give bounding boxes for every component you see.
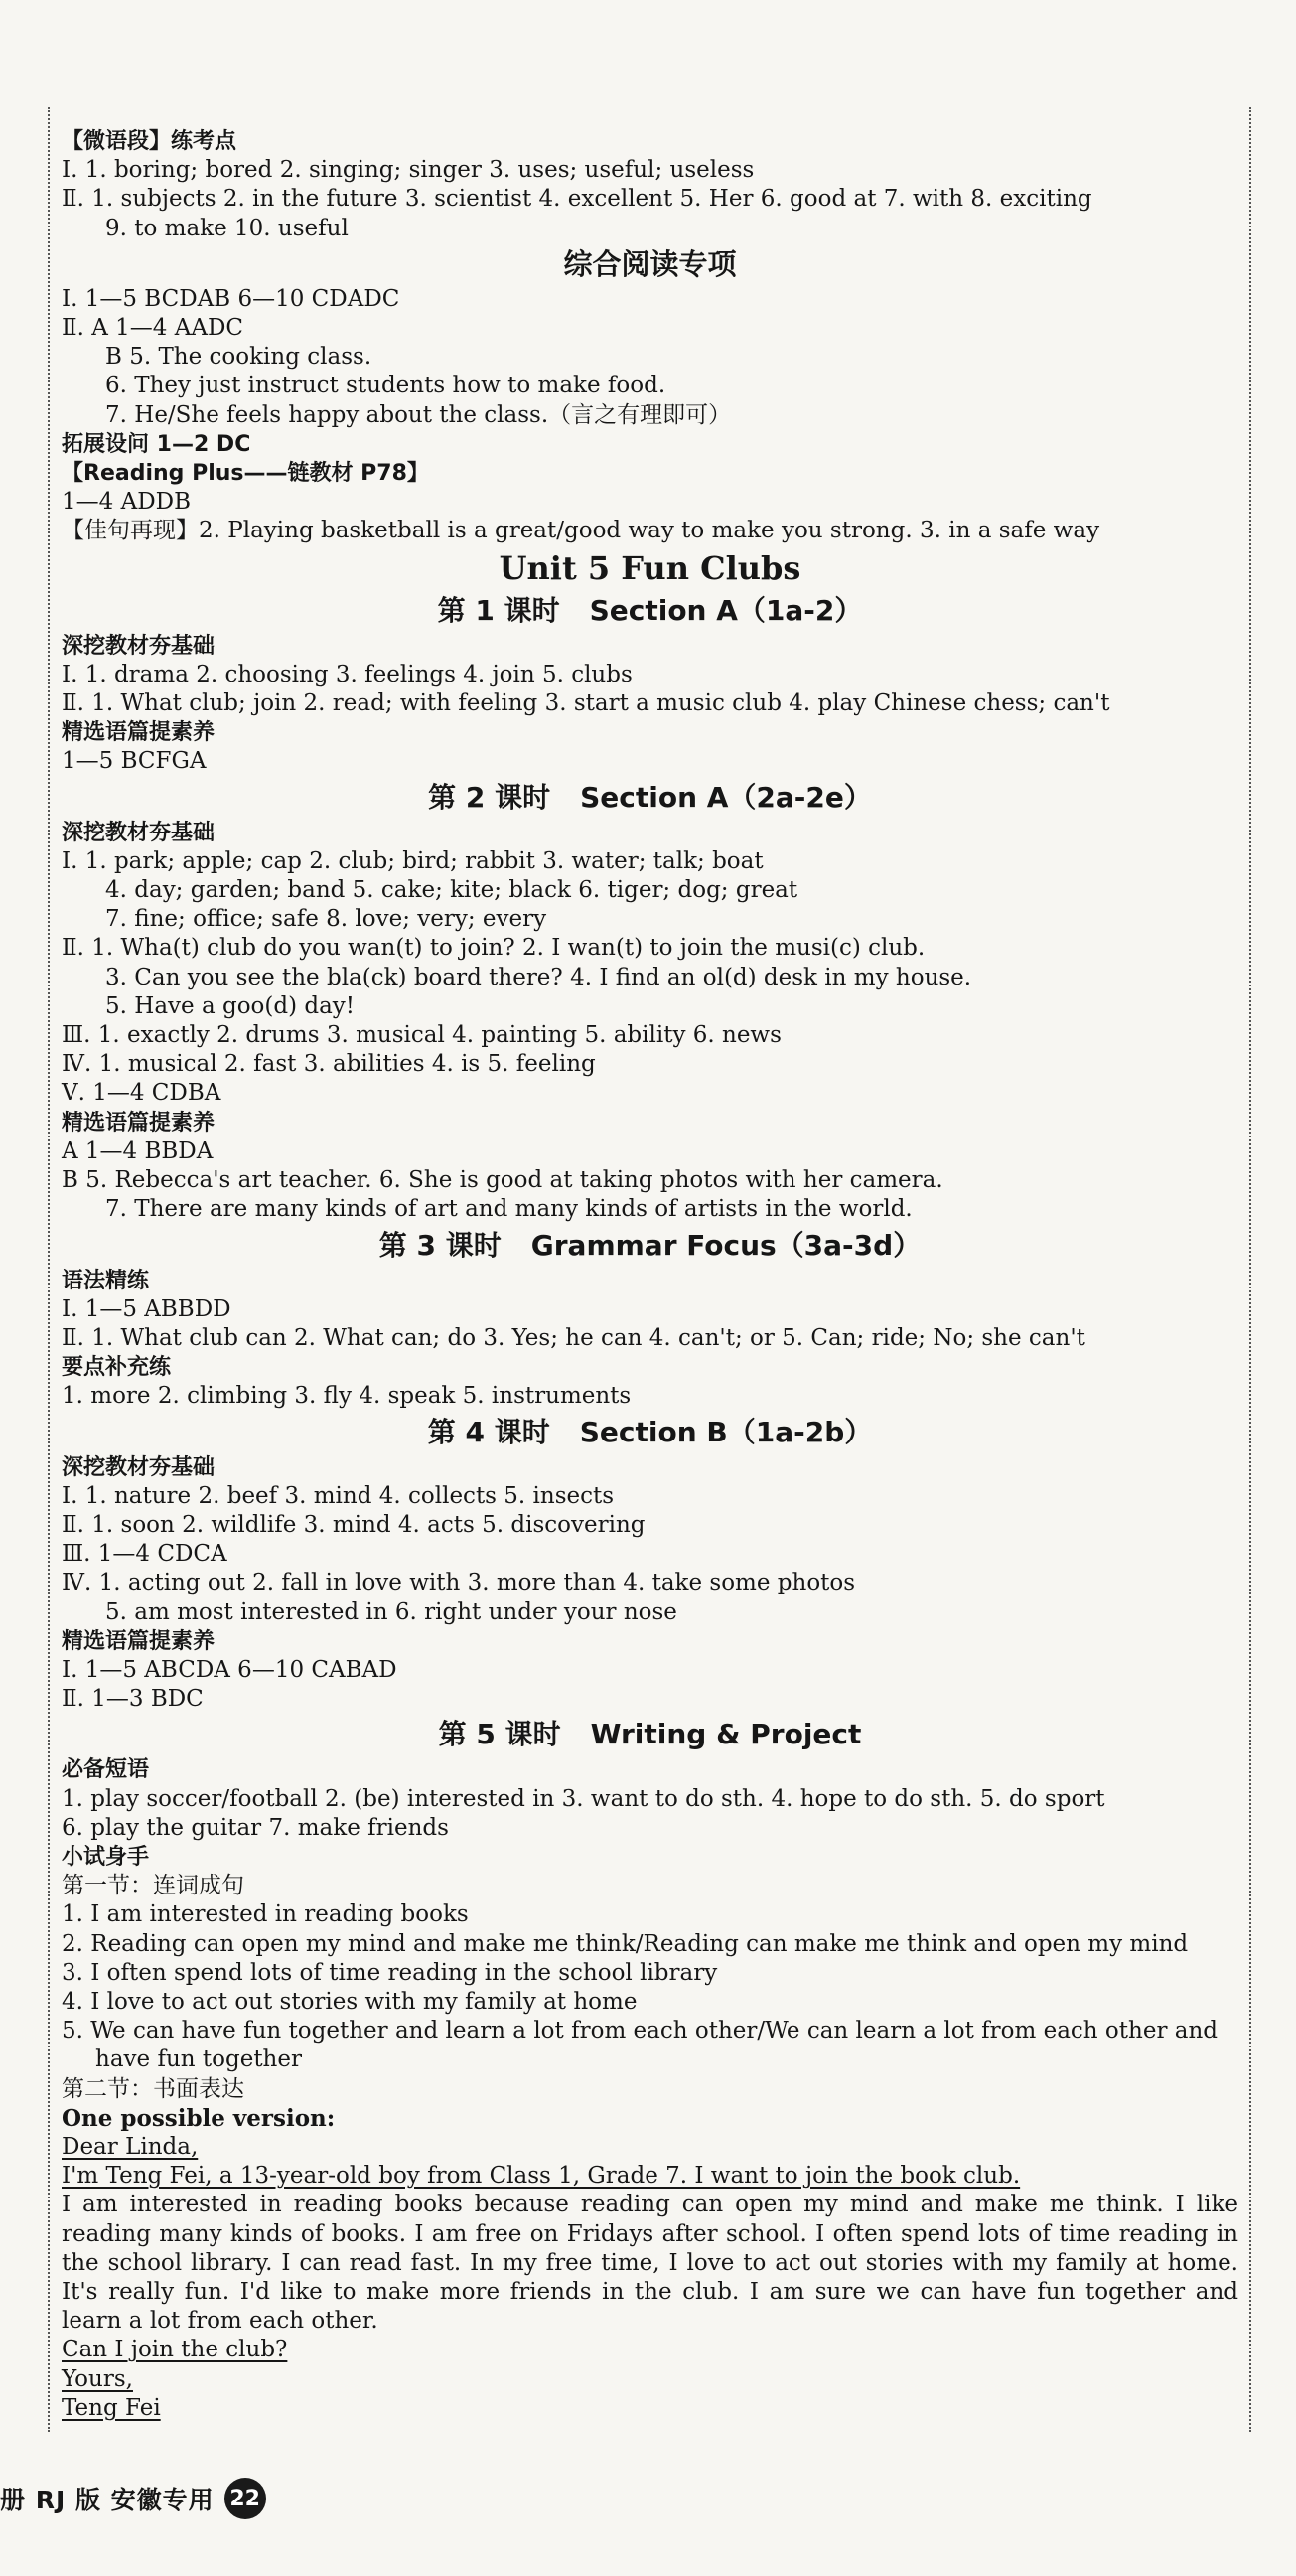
answer-line: Ⅰ. 1. boring; bored 2. singing; singer 3. uses; useful; useless [62,157,755,184]
answer-line: Ⅱ. 1. Wha(t) club do you wan(t) to join? 2. I wan(t) to join the musi(c) club. [62,935,926,962]
answer-key-content [62,127,1238,2423]
lesson-title [62,590,1238,632]
letter-line [62,2365,1238,2394]
answer-line: Ⅳ. 1. musical 2. fast 3. abilities 4. is 5. feeling [62,1051,596,1078]
letter-line [62,2162,1238,2191]
answer-line: 5. Have a goo(d) day! [105,992,356,1019]
answer-line: 7. He/She feels happy about the class.（言之有理即可） [105,401,732,428]
lesson-title [62,1412,1238,1453]
answer-line: 【佳句再现】2. Playing basketball is a great/good way to make you strong. 3. in a safe way [62,518,1100,544]
answer-line: Ⅰ. 1—5 ABBDD [62,1295,231,1322]
lesson-section: Grammar Focus（3a-3d） [530,1228,922,1262]
answer-line: Ⅱ. A 1—4 AADC [62,315,244,342]
answer-line: A 1—4 BBDA [62,1137,214,1164]
letter-text: Dear Linda, [62,2133,199,2160]
section-heading: 【微语段】练考点 [62,129,237,154]
section-heading: 深挖教材夯基础 [62,633,216,659]
answer-line: Ⅲ. 1—4 CDCA [62,1541,227,1568]
lesson-title [62,1714,1238,1755]
answer-line: 1. play soccer/football 2. (be) interested in 3. want to do sth. 4. hope to do sth. 5. do sport [62,1785,1105,1812]
letter-text: I'm Teng Fei, a 13-year-old boy from Class 1, Grade 7. I want to join the book club. [62,2163,1021,2190]
answer-line: Ⅴ. 1—4 CDBA [62,1080,221,1107]
answer-line: Ⅲ. 1. exactly 2. drums 3. musical 4. painting 5. ability 6. news [62,1022,782,1049]
lesson-section: Section A（2a-2e） [580,780,872,814]
page-number-badge: 22 [224,2478,266,2519]
lesson-number: 第 3 课时 [378,1228,502,1262]
answer-line: 5. We can have fun together and learn a lot from each other/We can learn a lot from each other and [62,2018,1219,2045]
answer-line: 6. play the guitar 7. make friends [62,1814,449,1841]
answer-line: Ⅰ. 1. drama 2. choosing 3. feelings 4. join 5. clubs [62,661,633,687]
answer-line: 第一节：连词成句 [62,1873,244,1899]
section-heading: 深挖教材夯基础 [62,820,216,845]
answer-line: 1. I am interested in reading books [62,1901,469,1928]
answer-line: 1. more 2. climbing 3. fly 4. speak 5. instruments [62,1383,632,1410]
answer-line: Ⅱ. 1. What club can 2. What can; do 3. Yes; he can 4. can't; or 5. Can; ride; No; she can't [62,1324,1085,1351]
section-heading: 必备短语 [62,1757,150,1783]
lesson-number: 第 1 课时 [437,593,560,627]
lesson-number: 第 4 课时 [427,1415,550,1448]
answer-line: Ⅰ. 1. nature 2. beef 3. mind 4. collects 5. insects [62,1482,615,1509]
answer-line: have fun together [95,2046,302,2073]
section-heading: 小试身手 [62,1844,150,1870]
answer-line: 3. I often spend lots of time reading in the school library [62,1959,718,1986]
lesson-title [62,1225,1238,1267]
answer-line: 6. They just instruct students how to make food. [105,373,666,399]
section-heading: 深挖教材夯基础 [62,1454,216,1480]
letter-paragraph: I am interested in reading books because reading can open my mind and make me think. I like reading many kinds of books. I am free on Fridays after school. I often spend lots of time reading in the school library. I can read fast. In my free time, I love to act out stories with my family at home. It's really fun. I'd like to make more friends in the club. I am sure we can have fun together and learn a lot from each other. [62,2192,1238,2335]
lesson-number: 第 5 课时 [438,1718,561,1751]
answer-line: Ⅱ. 1—3 BDC [62,1686,204,1713]
unit-title: Unit 5 Fun Clubs [499,548,801,587]
letter-line [62,2133,1238,2162]
answer-line: Ⅳ. 1. acting out 2. fall in love with 3. more than 4. take some photos [62,1570,856,1596]
section-title: 综合阅读专项 [563,246,737,281]
answer-line: 1—5 BCFGA [62,748,207,775]
lesson-title [62,777,1238,819]
answer-line: 4. day; garden; band 5. cake; kite; black 6. tiger; dog; great [105,877,798,904]
letter-text: Teng Fei [62,2394,161,2421]
letter-text: Can I join the club? [62,2337,288,2363]
answer-line: 3. Can you see the bla(ck) board there? 4. I find an ol(d) desk in my house. [105,964,972,990]
lesson-section: Section B（1a-2b） [579,1415,873,1448]
letter-text: Yours, [62,2365,133,2392]
answer-line: Ⅱ. 1. subjects 2. in the future 3. scientist 4. excellent 5. Her 6. good at 7. with 8. exciting [62,186,1092,213]
answer-line: 第二节：书面表达 [62,2075,244,2102]
answer-line: 9. to make 10. useful [105,215,349,241]
footer [0,2469,266,2528]
section-heading: 要点补充练 [62,1355,172,1381]
section-heading: 拓展设问 1—2 DC [62,431,251,457]
footer-edition-label: 册 RJ 版 安徽专用 [0,2486,215,2514]
answer-line: Ⅰ. 1. park; apple; cap 2. club; bird; rabbit 3. water; talk; boat [62,847,764,874]
answer-line: 7. fine; office; safe 8. love; very; every [105,906,547,933]
section-heading: 语法精练 [62,1268,150,1293]
lesson-section: Writing & Project [590,1718,862,1751]
answer-line: B 5. The cooking class. [105,344,372,371]
answer-line: B 5. Rebecca's art teacher. 6. She is good at taking photos with her camera. [62,1167,943,1194]
letter-line [62,2394,1238,2423]
answer-line: 7. There are many kinds of art and many kinds of artists in the world. [105,1196,913,1223]
answer-line: 1—4 ADDB [62,489,191,516]
lesson-number: 第 2 课时 [428,780,551,814]
answer-line: 5. am most interested in 6. right under your nose [105,1598,677,1625]
answer-line: Ⅱ. 1. What club; join 2. read; with feeling 3. start a music club 4. play Chinese chess; can't [62,690,1110,717]
letter-line [62,2336,1238,2364]
sample-label: One possible version: [62,2104,336,2132]
section-heading: 精选语篇提素养 [62,1110,216,1136]
lesson-section: Section A（1a-2） [589,593,863,627]
answer-line: Ⅰ. 1—5 ABCDA 6—10 CABAD [62,1656,397,1683]
answer-line: 2. Reading can open my mind and make me think/Reading can make me think and open my mind [62,1930,1189,1957]
section-heading: 精选语篇提素养 [62,1628,216,1654]
section-heading: 【Reading Plus——链教材 P78】 [62,461,429,487]
answer-line: Ⅱ. 1. soon 2. wildlife 3. mind 4. acts 5. discovering [62,1511,646,1538]
answer-line: 4. I love to act out stories with my family at home [62,1988,638,2015]
answer-line: Ⅰ. 1—5 BCDAB 6—10 CDADC [62,285,400,312]
section-heading: 精选语篇提素养 [62,720,216,746]
